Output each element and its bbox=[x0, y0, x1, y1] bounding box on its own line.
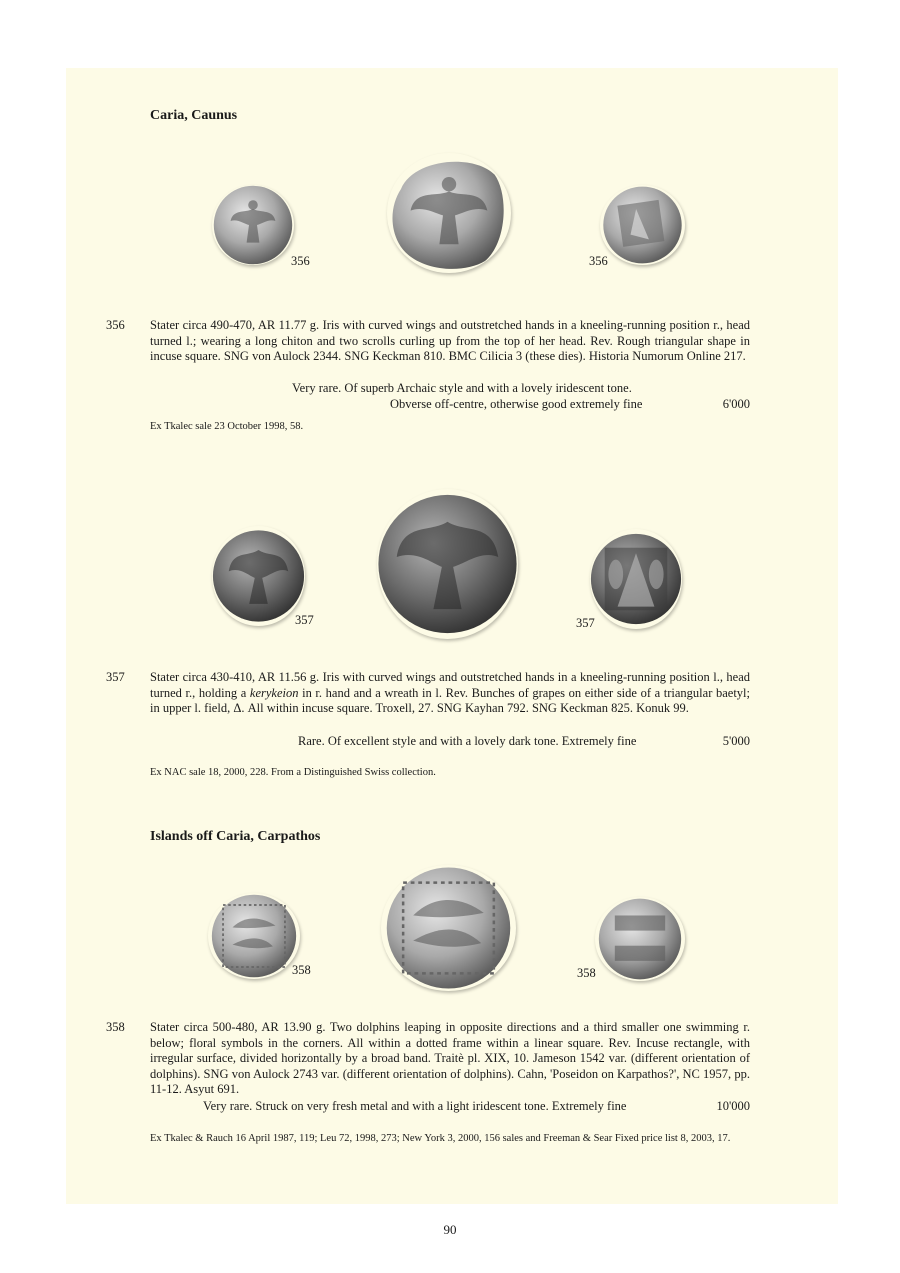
coin-356-obverse-enlarged-image bbox=[387, 153, 511, 273]
lot-357-price: 5'000 bbox=[722, 734, 750, 748]
lot-358-description: Stater circa 500-480, AR 13.90 g. Two dolphins leaping in opposite directions and a third smaller one swimming r. below; floral symbols in the corners. All within a dotted frame within a linear square. Rev. Incuse rectangle, with irregular surface, divided horizontally by a broad band. Traitè pl. XIX, 10. Jameson 1542 var. (different orientation of dolphins). SNG von Aulock 2743 var. (different orientation of dolphins). Cahn, 'Poseidon on Karpathos?', NC 1957, pp. 11-12. Asyut 691. bbox=[150, 1020, 750, 1096]
lot-358-price: 10'000 bbox=[716, 1099, 750, 1113]
coin-356-obverse-image bbox=[212, 185, 294, 265]
lot-357-description bbox=[150, 670, 750, 717]
coin-357-reverse-image bbox=[590, 529, 682, 629]
section-heading-islands-off-caria: Islands off Caria, Carpathos bbox=[150, 829, 321, 844]
lot-358-provenance: Ex Tkalec & Rauch 16 April 1987, 119; Leu 72, 1998, 273; New York 3, 2000, 156 sales and Freeman & Sear Fixed price list 8, 2003, 17. bbox=[150, 1133, 731, 1144]
lot-356-provenance: Ex Tkalec sale 23 October 1998, 58. bbox=[150, 421, 304, 432]
coin-label-358-reverse: 358 bbox=[577, 966, 596, 980]
lot-357-description-part-1: Stater circa 430-410, AR 11.56 g. Iris with curved wings and outstretched hands in a kneeling-running position l., head turned r., holding a bbox=[150, 670, 750, 700]
lot-356-grade-line-1: Very rare. Of superb Archaic style and with a lovely iridescent tone. bbox=[292, 381, 632, 395]
section-heading-caria-caunus: Caria, Caunus bbox=[150, 108, 238, 123]
lot-number-357: 357 bbox=[106, 670, 125, 684]
coin-label-356-obverse: 356 bbox=[291, 254, 310, 268]
lot-356-price: 6'000 bbox=[722, 397, 750, 411]
lot-358-grade-line-1: Very rare. Struck on very fresh metal and with a light iridescent tone. Extremely fine bbox=[203, 1099, 627, 1113]
coin-358-reverse-image bbox=[595, 897, 685, 981]
coin-358-obverse-image bbox=[208, 893, 300, 979]
coin-label-358-obverse: 358 bbox=[292, 963, 311, 977]
lot-357-grade-line-1: Rare. Of excellent style and with a lovely dark tone. Extremely fine bbox=[298, 734, 637, 748]
lot-number-356: 356 bbox=[106, 318, 125, 332]
page-number: 90 bbox=[443, 1222, 457, 1237]
coin-label-356-reverse: 356 bbox=[589, 254, 608, 268]
lot-357-description-italic: kerykeion bbox=[249, 685, 299, 700]
coin-357-obverse-enlarged-image bbox=[377, 489, 518, 639]
lot-356-grade-line-2: Obverse off-centre, otherwise good extremely fine bbox=[390, 397, 643, 411]
lot-357-description-part-2: in r. hand and a wreath in l. Rev. Bunches of grapes on either side of a triangular baetyl; in upper l. field, Δ. All within incuse square. Troxell, 27. SNG Kayhan 792. SNG Keckman 825. Konuk 99. bbox=[150, 685, 750, 715]
lot-number-358: 358 bbox=[106, 1020, 125, 1034]
coin-357-obverse-image bbox=[212, 526, 305, 626]
coin-label-357-reverse: 357 bbox=[576, 616, 595, 630]
coin-label-357-obverse: 357 bbox=[295, 613, 314, 627]
lot-357-provenance: Ex NAC sale 18, 2000, 228. From a Distinguished Swiss collection. bbox=[150, 767, 436, 778]
coin-356-reverse-image bbox=[600, 185, 685, 265]
lot-356-description: Stater circa 490-470, AR 11.77 g. Iris with curved wings and outstretched hands in a kneeling-running position r., head turned l.; wearing a long chiton and two scrolls curling up from the top of her head. Rev. Rough triangular shape in incuse square. SNG von Aulock 2344. SNG Keckman 810. BMC Cilicia 3 (these dies). Historia Numorum Online 217. bbox=[150, 318, 750, 363]
coin-358-obverse-enlarged-image bbox=[381, 865, 516, 991]
